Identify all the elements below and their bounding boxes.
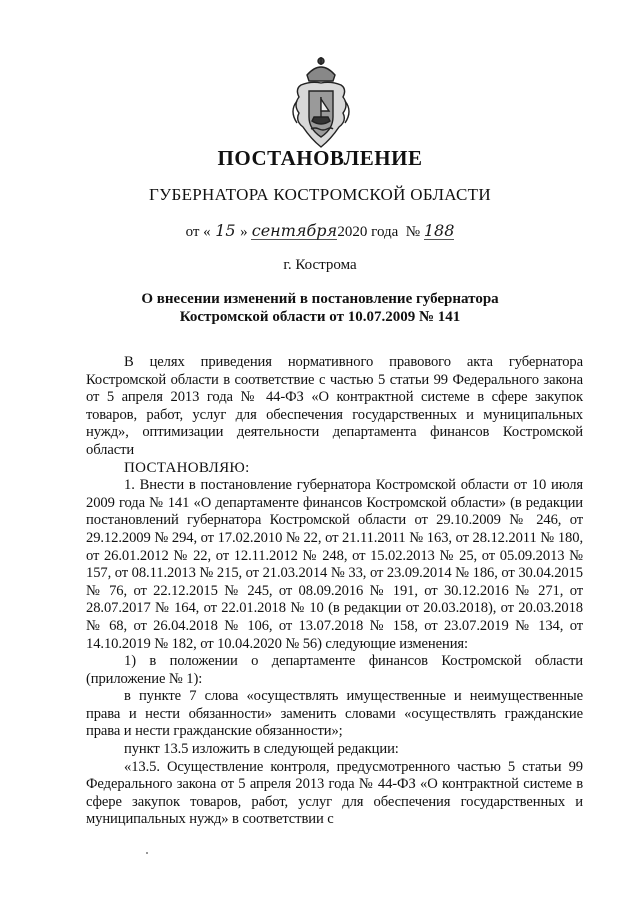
item-paragraph: 1) в положении о департаменте финансов Костромской области (приложение № 1): xyxy=(86,653,583,687)
item-paragraph: пункт 13.5 изложить в следующей редакции: xyxy=(124,741,399,758)
document-body xyxy=(86,354,583,829)
document-title-line: Костромской области от 10.07.2009 № 141 xyxy=(179,309,461,325)
city-name: г. Кострома xyxy=(283,257,357,273)
handwritten-month: сентября xyxy=(251,221,338,240)
date-mid: » xyxy=(240,224,248,240)
item-paragraph: 1. Внести в постановление губернатора Костромской области от 10 июля 2009 года № 141 «О департаменте финансов Костромской области» (в редакции постановлений губернатора Костромской области от 29.10.2009 № 246, от 29.12.2009 № 294, от 17.02.2010 № 22, от 21.11.2011 № 163, от 28.12.2011 № 180, от 26.01.2012 № 22, от 12.11.2012 № 248, от 15.02.2013 № 25, от 05.09.2013 № 157, от 08.11.2013 № 215, от 21.03.2014 № 33, от 23.09.2014 № 186, от 30.04.2015 № 76, от 22.12.2015 № 245, от 08.09.2016 № 191, от 30.12.2016 № 271, от 28.07.2017 № 164, от 22.01.2018 № 10 (в редакции от 20.03.2018), от 20.03.2018 № 68, от 26.04.2018 № 106, от 13.07.2018 № 158, от 23.07.2019 № 134, от 14.10.2019 № 182, от 10.04.2020 № 56) следующие изменения: xyxy=(86,477,583,652)
document-title xyxy=(0,290,640,326)
handwritten-number: 188 xyxy=(423,221,455,240)
decree-word: ПОСТАНОВЛЯЮ: xyxy=(124,459,250,476)
date-prefix: от « xyxy=(185,224,211,240)
handwritten-day: 15 xyxy=(215,221,236,240)
document-dateline xyxy=(0,221,640,241)
coat-of-arms-icon xyxy=(287,55,355,155)
issuer-heading: ГУБЕРНАТОРА КОСТРОМСКОЙ ОБЛАСТИ xyxy=(149,185,491,204)
preamble-paragraph: В целях приведения нормативного правового акта губернатора Костромской области в соответствие с частью 5 статьи 99 Федерального закона от 5 апреля 2013 года № 44-ФЗ «О контрактной системе в сфере закупок товаров, работ, услуг для обеспечения государственных и муниципальных нужд», оптимизации деятельности департамента финансов Костромской области xyxy=(86,354,583,458)
document-title-line: О внесении изменений в постановление губернатора xyxy=(141,291,499,307)
item-paragraph: в пункте 7 слова «осуществлять имущественные и неимущественные права и нести обязанности» заменить словами «осуществлять гражданские права и нести гражданские обязанности»; xyxy=(86,688,583,740)
item-paragraph: «13.5. Осуществление контроля, предусмотренного частью 5 статьи 99 Федерального закона от 5 апреля 2013 года № 44-ФЗ «О контрактной системе в сфере закупок товаров, работ, услуг для обеспечения государственных и муниципальных нужд» в соответствии с xyxy=(86,758,583,828)
date-year: 2020 года № xyxy=(337,224,421,240)
document-type-heading: ПОСТАНОВЛЕНИЕ xyxy=(217,146,423,170)
scan-speck xyxy=(146,852,148,854)
